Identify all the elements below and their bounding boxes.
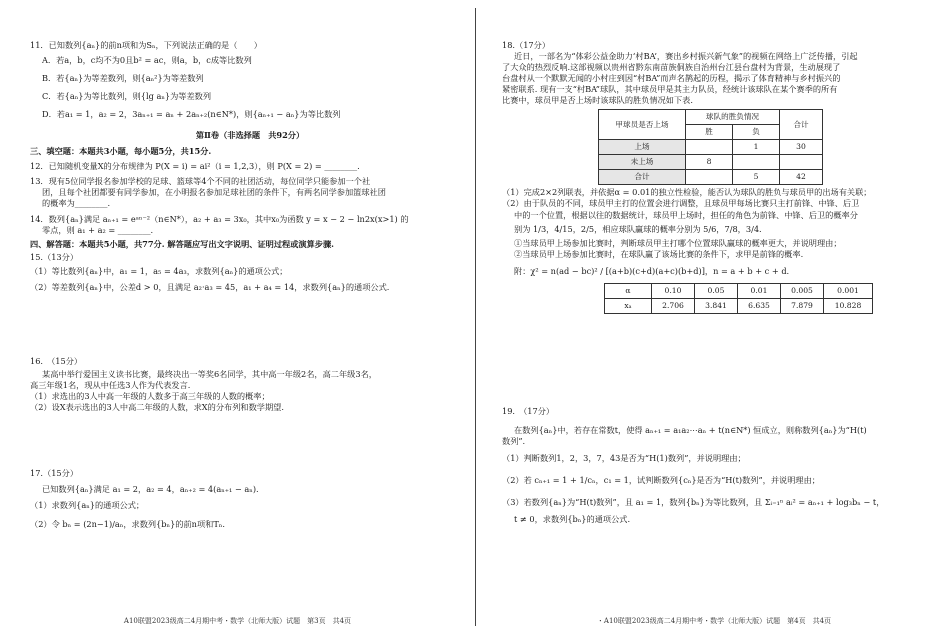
q15-part-1: （1）等比数列{aₙ}中，a₁ = 1，a₅ = 4a₃，求数列{aₙ}的通项公式； (30, 265, 288, 276)
table-row (599, 170, 823, 185)
q17-title: 17.（15分） (30, 468, 79, 478)
q18-intro-3: 台盘村从一个默默无闻的小村庄到因“村BA”而声名鹊起的历程，揭示了体育精神与乡村振兴的 (502, 73, 841, 84)
th-lose: 负 (733, 125, 780, 140)
q13-line-3: 的概率为________. (42, 198, 111, 209)
cell-win (686, 140, 733, 155)
xa-value: 7.879 (781, 298, 824, 313)
question-19 (502, 406, 942, 525)
q19-part-2: （2）若 cₙ₊₁ = 1 + 1/cₙ，c₁ = 1，试判断数列{cₙ}是否为“H(t)数列”，并说明理由； (502, 475, 820, 486)
contingency-table (598, 109, 823, 185)
question-15 (30, 252, 470, 293)
question-16 (30, 356, 470, 413)
page-divider (475, 8, 476, 626)
solve-heading: 四、解答题：本题共5小题，共77分. 解答题应写出文字说明、证明过程或演算步骤. (30, 239, 335, 250)
cell-total: 30 (780, 140, 823, 155)
q19-intro-2: 数列”. (502, 436, 526, 447)
cell-lose (733, 155, 780, 170)
q18-intro-5: 比赛中，球员甲是否上场时该球队的胜负情况如下表. (502, 95, 693, 106)
cell-total: 42 (780, 170, 823, 185)
alpha-label: α (605, 283, 652, 298)
q17-part-2: （2）令 bₙ = (2n−1)/aₙ，求数列{bₙ}的前n项和Tₙ. (30, 519, 225, 530)
cell-win (686, 170, 733, 185)
table-row (599, 155, 823, 170)
th-team-result: 球队的胜负情况 (686, 110, 780, 125)
xa-value: 10.828 (824, 298, 873, 313)
q16-intro-1: 某高中举行爱国主义读书比赛，最终决出一等奖6名同学，其中高一年级2名，高二年级3名， (42, 369, 377, 380)
row-label: 上场 (599, 140, 686, 155)
question-17 (30, 468, 470, 530)
q18-intro-2: 了大众的热烈反响.这部视频以贵州省黔东南苗族侗族自治州台江县台盘村为背景，生动展现了 (502, 62, 841, 73)
q11-stem: 11．已知数列{aₙ}的前n项和为Sₙ，下列说法正确的是（ ） (30, 40, 262, 50)
q15-title: 15.（13分） (30, 251, 79, 262)
alpha-value: 0.05 (695, 283, 738, 298)
q15-part-2: （2）等差数列{aₙ}中，公差d > 0，且满足 a₂·a₃ = 45，a₁ + a₄ = 14，求数列{aₙ}的通项公式. (30, 281, 390, 292)
question-12: 12．已知随机变量X的分布规律为 P(X = i) = ai²（i = 1,2,3），则 P(X = 2) = ________. (30, 161, 360, 172)
chi-square-critical-table (604, 283, 873, 314)
q18-sub-1: ①当球员甲上场参加比赛时，判断球员甲主打哪个位置球队赢球的概率更大，并说明理由； (514, 237, 842, 248)
q17-intro: 已知数列{aₙ}满足 a₁ = 2，a₂ = 4，aₙ₊₂ = 4(aₙ₊₁ − aₙ). (42, 484, 259, 495)
cell-win: 8 (686, 155, 733, 170)
alpha-value: 0.005 (781, 283, 824, 298)
row-label: 未上场 (599, 155, 686, 170)
question-11 (30, 40, 470, 120)
alpha-value: 0.10 (652, 283, 695, 298)
xa-value: 2.706 (652, 298, 695, 313)
q18-intro-4: 紧密联系. 现有一支“村BA”球队，其中球员甲是其主力队员，经统计该球队在某个赛季的所有 (502, 84, 838, 95)
q11-option-c: C．若{aₙ}为等比数列，则{lg aₙ}为等差数列 (42, 91, 212, 102)
th-player-status: 甲球员是否上场 (599, 110, 686, 140)
xa-value: 3.841 (695, 298, 738, 313)
q16-title: 16. （15分） (30, 356, 83, 366)
th-win: 胜 (686, 125, 733, 140)
q11-option-d: D．若a₁ = 1，a₂ = 2，3aₙ₊₁ = aₙ + 2aₙ₊₂(n∈N*)，则{aₙ₊₁ − aₙ}为等比数列 (42, 109, 341, 120)
q11-option-b: B．若{aₙ}为等差数列，则{aₙ²}为等差数列 (42, 73, 204, 84)
row-label: 合计 (599, 170, 686, 185)
fill-heading: 三、填空题：本题共3小题，每小题5分，共15分. (30, 146, 212, 156)
cell-total (780, 155, 823, 170)
q19-intro-1: 在数列{aₙ}中，若存在常数t，使得 aₙ₊₁ = a₁a₂⋯aₙ + t(n∈N*) 恒成立，则称数列{aₙ}为“H(t) (514, 425, 867, 436)
q18-formula: 附：χ² = n(ad − bc)² / [(a+b)(c+d)(a+c)(b+d)]，n = a + b + c + d. (514, 265, 790, 276)
q19-title: 19. （17分） (502, 406, 555, 416)
q14-line-2: 零点，则 a₁ + a₂ = ________. (42, 225, 154, 236)
xa-row (605, 298, 873, 313)
q19-part-3-line-2: t ≠ 0，求数列{bₙ}的通项公式. (514, 514, 631, 525)
question-14 (30, 214, 470, 236)
alpha-value: 0.001 (824, 283, 873, 298)
q18-part-1: （1）完成2×2列联表，并依据α = 0.01的独立性检验，能否认为球队的胜负与球员甲的出场有关联； (502, 187, 872, 198)
q18-intro-1: 近日，一部名为“体彩公益金助力‘村BA’，赛出乡村振兴新气象”的视频在网络上广泛传播，引起 (514, 51, 858, 62)
cell-lose: 5 (733, 170, 780, 185)
q19-part-3-line-1: （3）若数列{aₙ}为“H(t)数列”，且 a₁ = 1，数列{bₙ}为等比数列，且 Σᵢ₌₁ⁿ aᵢ² = aₙ₊₁ + log₃bₙ − t， (502, 497, 885, 508)
right-footer: ・A10联盟2023级高二4月期中考・数学（北师大版）试题 第4页 共4页 (596, 616, 832, 625)
q16-intro-2: 高三年级1名，现从中任选3人作为代表发言. (30, 380, 191, 391)
right-page (478, 0, 950, 634)
q18-sub-2: ②当球员甲上场参加比赛时，在球队赢了该场比赛的条件下，求甲是前锋的概率. (514, 248, 804, 259)
q18-title: 18.（17分） (502, 40, 551, 50)
q13-line-1: 13．现有5位同学报名参加学校的足球、篮球等4个不同的社团活动，每位同学只能参加一个社 (30, 176, 371, 187)
q14-line-1: 14．数列{aₙ}满足 aₙ₊₁ = eᵃⁿ⁻²（n∈N*），a₂ + a₃ = 3x₀，其中x₀为函数 y = x − 2 − ln2x(x>1) 的 (30, 214, 409, 225)
q17-part-1: （1）求数列{aₙ}的通项公式； (30, 500, 145, 511)
left-footer: A10联盟2023级高二4月期中考・数学（北师大版）试题 第3页 共4页 (123, 616, 352, 625)
question-18 (502, 40, 942, 314)
table-row (599, 140, 823, 155)
alpha-value: 0.01 (738, 283, 781, 298)
q16-part-1: （1）求选出的3人中高一年级的人数多于高三年级的人数的概率； (30, 391, 270, 402)
xa-label: xₐ (605, 298, 652, 313)
question-13 (30, 176, 470, 209)
fill-in-section (30, 146, 470, 293)
q16-part-2: （2）设X表示选出的3人中高二年级的人数，求X的分布列和数学期望. (30, 402, 284, 413)
q18-part-2-line-1: （2）由于队员的不同，球员甲主打的位置会进行调整，且球员甲每场比赛只主打前锋、中锋、后卫 (502, 198, 860, 209)
q18-part-2-line-2: 中的一个位置，根据以往的数据统计，球员甲上场时，担任的角色为前锋、中锋、后卫的概率分 (514, 209, 858, 220)
alpha-row (605, 283, 873, 298)
q18-part-2-line-3: 别为 1/3，4/15，2/5，相应球队赢球的概率分别为 5/6，7/8，3/4. (514, 223, 762, 234)
section-2-title: 第Ⅱ卷（非选择题 共92分） (195, 130, 305, 140)
xa-value: 6.635 (738, 298, 781, 313)
q13-line-2: 团，且每个社团都要有同学参加，在小明报名参加足球社团的条件下，有两名同学参加篮球社团 (42, 187, 386, 198)
q11-option-a: A．若a，b，c均不为0且b² = ac，则a，b，c成等比数列 (42, 55, 252, 66)
th-total: 合计 (780, 110, 823, 140)
q19-part-1: （1）判断数列1，2，3，7，43是否为“H(1)数列”，并说明理由； (502, 453, 746, 464)
cell-lose: 1 (733, 140, 780, 155)
